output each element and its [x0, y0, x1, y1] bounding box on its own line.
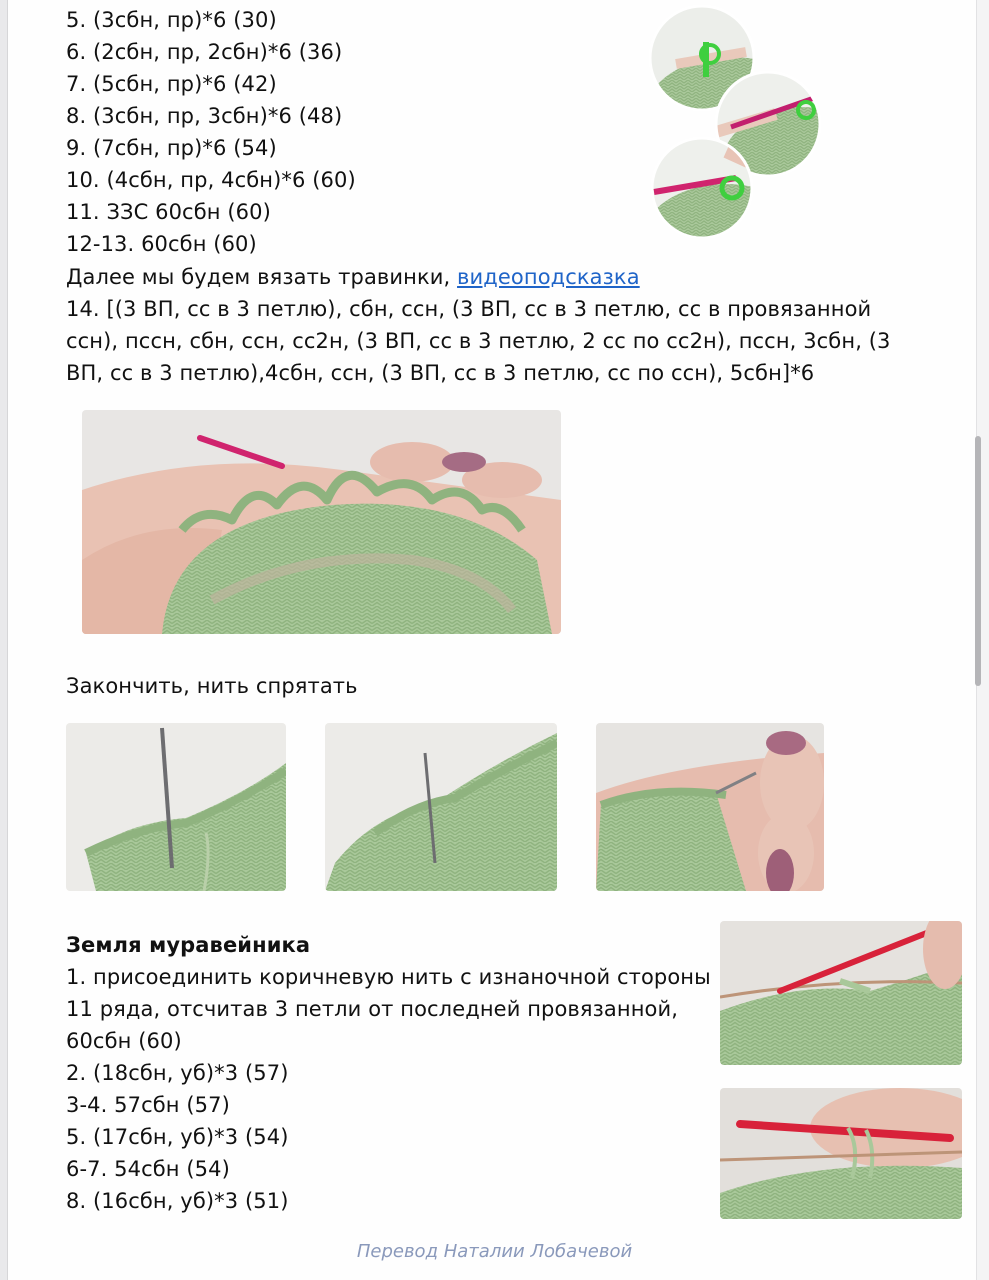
brown-yarn-photo-1	[720, 921, 962, 1065]
brown-yarn-photo-2	[720, 1088, 962, 1219]
finish-photo-3	[596, 723, 824, 891]
step-line: 8. (3сбн, пр, 3сбн)*6 (48)	[66, 104, 343, 128]
finish-photo-2	[325, 723, 557, 891]
grass-blades-photo	[82, 410, 561, 634]
scrollbar-thumb[interactable]	[975, 436, 981, 686]
section-heading: Земля муравейника	[66, 933, 311, 957]
finish-photo-1	[66, 723, 286, 891]
step-line: 10. (4сбн, пр, 4сбн)*6 (60)	[66, 168, 356, 192]
step-line: 5. (17сбн, уб)*3 (54)	[66, 1125, 289, 1149]
step-line: 2. (18сбн, уб)*3 (57)	[66, 1061, 289, 1085]
step-line: 6. (2сбн, пр, 2сбн)*6 (36)	[66, 40, 343, 64]
step-line: 8. (16сбн, уб)*3 (51)	[66, 1189, 289, 1213]
step-line: 1. присоединить коричневую нить с изнаночной стороны	[66, 965, 711, 989]
video-hint-link[interactable]: видеоподсказка	[457, 265, 640, 289]
row14-line: ссн), пссн, сбн, ссн, сс2н, (3 ВП, сс в 3 петлю, 2 сс по сс2н), пссн, 3сбн, (3	[66, 329, 891, 353]
row14-line: ВП, сс в 3 петлю),4сбн, ссн, (3 ВП, сс в 3 петлю, сс по ссн), 5сбн]*6	[66, 361, 815, 385]
step-line: 6-7. 54сбн (54)	[66, 1157, 230, 1181]
step-line: 11 ряда, отсчитав 3 петли от последней провязанной,	[66, 997, 678, 1021]
stitch-marker-photos	[636, 2, 836, 238]
step-line: 5. (3сбн, пр)*6 (30)	[66, 8, 277, 32]
step-line: 12-13. 60сбн (60)	[66, 232, 257, 256]
step-line: 11. ЗЗС 60сбн (60)	[66, 200, 271, 224]
grass-intro-line	[66, 261, 640, 293]
step-line: 3-4. 57сбн (57)	[66, 1093, 230, 1117]
step-line: 9. (7сбн, пр)*6 (54)	[66, 136, 277, 160]
grass-intro-text: Далее мы будем вязать травинки,	[66, 265, 458, 289]
step-line: 7. (5сбн, пр)*6 (42)	[66, 72, 277, 96]
finish-instruction: Закончить, нить спрятать	[66, 674, 358, 698]
footer-credit: Перевод Наталии Лобачевой	[356, 1241, 633, 1262]
row14-line: 14. [(3 ВП, сс в 3 петлю), сбн, ссн, (3 ВП, сс в 3 петлю, сс в провязанной	[66, 297, 872, 321]
step-line: 60сбн (60)	[66, 1029, 182, 1053]
page-edge-left	[0, 0, 8, 1280]
